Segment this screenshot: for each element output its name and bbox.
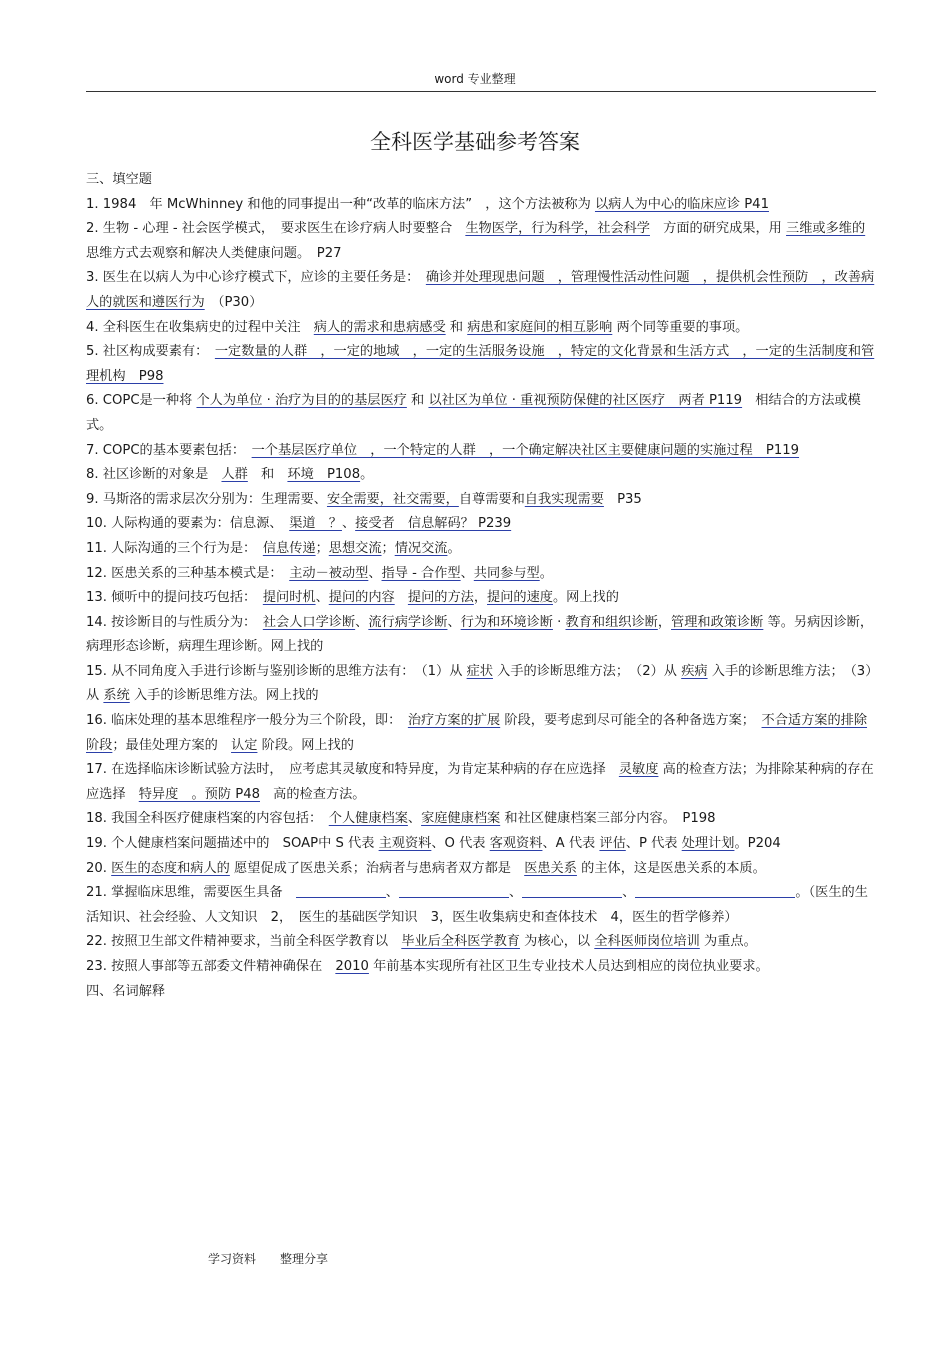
answer: 自我实现需要 (524, 491, 604, 507)
question-23: 23. 按照人事部等五部委文件精神确保在 2010 年前基本实现所有社区卫生专业技术人员达到相应的岗位执业要求。 (86, 959, 769, 974)
answer: 信息传递 (262, 540, 316, 556)
answer: 以病人为中心的临床应诊 P41 (594, 196, 769, 212)
question-9: 9. 马斯洛的需求层次分别为：生理需要、安全需要，社交需要，自尊需要和自我实现需要 P35 (86, 491, 642, 507)
page-footer: 学习资料 整理分享 (208, 1252, 329, 1266)
blank-line (522, 883, 622, 898)
question-21: 21. 掌握临床思维，需要医生具备 、 、 、 。（医生的生活知识、社会经验、人文知识 2， 医生的基础医学知识 3，医生收集病史和查体技术 4，医生的哲学修养） (86, 885, 868, 925)
question-16: 16. 临床处理的基本思维程序一般分为三个阶段，即： 治疗方案的扩展 阶段，要考虑到尽可能全的各种备选方案； 不合适方案的排除阶段；最佳处理方案的 认定 阶段。网上找的 (86, 713, 868, 753)
answer: 教育和组织诊断 (565, 614, 658, 630)
answer: 以社区为单位 · 重视预防保健的社区医疗 两者 P119 (428, 393, 743, 409)
blank-line (399, 883, 509, 898)
answer: 系统 (103, 688, 130, 704)
answer: 提问的速度 (487, 590, 553, 606)
question-5: 5. 社区构成要素有： 一定数量的人群 ，一定的地域 ，一定的生活服务设施 ，特定的文化背景和生活方式 ，一定的生活制度和管理机构 P98 (86, 344, 875, 384)
question-8: 8. 社区诊断的对象是 人群 和 环境 P108。 (86, 467, 374, 483)
blank-line (635, 883, 795, 898)
answer: 提问的方法 (407, 590, 474, 606)
answer: 灵敏度 (618, 762, 659, 778)
answer: 疾病 (681, 663, 708, 679)
question-4: 4. 全科医生在收集病史的过程中关注 病人的需求和患病感受 和 病患和家庭间的相互影响 两个同等重要的事项。 (86, 319, 749, 335)
question-12: 12. 医患关系的三种基本模式是： 主动－被动型、指导 - 合作型、共同参与型。 (86, 565, 553, 581)
question-1: 1. 1984 年 McWhinney 和他的同事提出一种“改革的临床方法” ，这个方法被称为 以病人为中心的临床应诊 P41 (86, 196, 769, 212)
answer: 认定 (231, 737, 258, 753)
answer: 环境 P108 (287, 467, 361, 483)
answer: 特异度 。预防 P48 (138, 786, 260, 802)
blank-line (296, 883, 386, 898)
answer: 毕业后全科医学教育 (401, 934, 520, 950)
answer: 全科医师岗位培训 (594, 934, 700, 950)
question-3: 3. 医生在以病人为中心诊疗模式下，应诊的主要任务是： 确诊并处理现患问题 ，管理慢性活动性问题 ，提供机会性预防 ，改善病人的就医和遵医行为 （P30） (86, 270, 875, 310)
question-19: 19. 个人健康档案问题描述中的 SOAP中 S 代表 主观资料、O 代表 客观资料、A 代表 评估、P 代表 处理计划。P204 (86, 836, 781, 852)
answer: 症状 (466, 663, 493, 679)
answer: 生物医学，行为科学，社会科学 (465, 221, 650, 237)
answer: 个人为单位 · 治疗为目的的基层医疗 (196, 393, 407, 409)
answer: 思想交流 (328, 540, 382, 556)
answer: 病人的需求和患病感受 (313, 319, 446, 335)
answer: 行为和环境诊断 (460, 614, 553, 630)
answer: 一定数量的人群 ，一定的地域 ，一定的生活服务设施 ，特定的文化背景和生活方式 ，一定的生活制度和管理机构 P98 (86, 344, 875, 384)
answer: 治疗方案的扩展 (407, 713, 501, 729)
answer: 医生的态度和病人的 (111, 860, 230, 876)
question-13: 13. 倾听中的提问技巧包括： 提问时机、提问的内容 提问的方法，提问的速度。网上找的 (86, 590, 619, 606)
document-body (86, 168, 876, 1004)
answer: 确诊并处理现患问题 ，管理慢性活动性问题 ，提供机会性预防 ，改善病人的就医和遵医行为 (86, 270, 875, 310)
answer: 管理和政策诊断 (671, 614, 764, 630)
question-17: 17. 在选择临床诊断试验方法时， 应考虑其灵敏度和特异度，为肯定某种病的存在应选择 灵敏度 高的检查方法；为排除某种病的存在应选择 特异度 。预防 P48 高的检查方法。 (86, 762, 874, 802)
answer: 指导 - 合作型 (381, 565, 461, 581)
question-22: 22. 按照卫生部文件精神要求，当前全科医学教育以 毕业后全科医学教育 为核心，以 全科医师岗位培训 为重点。 (86, 934, 757, 950)
answer: 不合适方案的排除阶段 (86, 713, 868, 753)
answer: 情况交流 (394, 540, 448, 556)
answer: 三维或多维的 (786, 221, 866, 237)
answer: 流行病学诊断 (368, 614, 448, 630)
answer: 主动－被动型 (289, 565, 369, 581)
question-6: 6. COPC是一种将 个人为单位 · 治疗为目的的基层医疗 和 以社区为单位 · 重视预防保健的社区医疗 两者 P119 相结合的方法或模式。 (86, 393, 861, 433)
answer: 客观资料 (489, 836, 543, 852)
answer: 病患和家庭间的相互影响 (467, 319, 613, 335)
answer: 安全需要，社交需要， (326, 491, 459, 507)
question-7: 7. COPC的基本要素包括： 一个基层医疗单位 ，一个特定的人群 ，一个确定解决社区主要健康问题的实施过程 P119 (86, 442, 800, 458)
answer: 主观资料 (378, 836, 432, 852)
answer: 2010 (335, 959, 369, 974)
answer: 家庭健康档案 (421, 811, 501, 827)
question-11: 11. 人际沟通的三个行为是： 信息传递；思想交流；情况交流。 (86, 540, 461, 556)
answer: 个人健康档案 (328, 811, 408, 827)
answer: 渠道 ？ (289, 516, 342, 532)
header-divider (86, 91, 876, 92)
question-20: 20. 医生的态度和病人的 愿望促成了医患关系；治病者与患病者双方都是 医患关系 的主体，这是医患关系的本质。 (86, 860, 766, 876)
document-title: 全科医学基础参考答案 (370, 130, 580, 154)
question-18: 18. 我国全科医疗健康档案的内容包括： 个人健康档案、家庭健康档案 和社区健康档案三部分内容。 P198 (86, 811, 716, 827)
section-heading: 四、名词解释 (86, 983, 166, 999)
answer: 提问时机 (262, 590, 316, 606)
answer: 医患关系 (524, 860, 577, 876)
answer: 处理计划 (681, 836, 735, 852)
question-15: 15. 从不同角度入手进行诊断与鉴别诊断的思维方法有： （1）从 症状 入手的诊断思维方法； （2）从 疾病 入手的诊断思维方法； （3）从 系统 入手的诊断思维方法。网上找的 (86, 663, 872, 704)
answer: 人群 (221, 467, 248, 483)
page-header: word 专业整理 (434, 72, 516, 86)
question-10: 10. 人际构通的要素为：信息源、 渠道 ？、接受者 信息解码？ P239 (86, 516, 512, 532)
answer: 接受者 信息解码？ P239 (355, 516, 512, 532)
answer: 社会人口学诊断 (262, 614, 356, 630)
answer: 提问的内容 (328, 590, 395, 606)
answer: 一个基层医疗单位 ，一个特定的人群 ，一个确定解决社区主要健康问题的实施过程 P119 (251, 442, 800, 458)
question-2: 2. 生物 - 心理 - 社会医学模式， 要求医生在诊疗病人时要整合 生物医学，行为科学，社会科学 方面的研究成果，用 三维或多维的思维方式去观察和解决人类健康问题。 P27 (86, 221, 866, 261)
answer: 评估 (599, 836, 626, 852)
answer: 共同参与型 (473, 565, 540, 581)
question-14: 14. 按诊断目的与性质分为： 社会人口学诊断、流行病学诊断、行为和环境诊断 · 教育和组织诊断，管理和政策诊断 等。另病因诊断，病理形态诊断，病理生理诊断。网上找的 (86, 614, 874, 655)
section-heading: 三、填空题 (86, 172, 152, 187)
